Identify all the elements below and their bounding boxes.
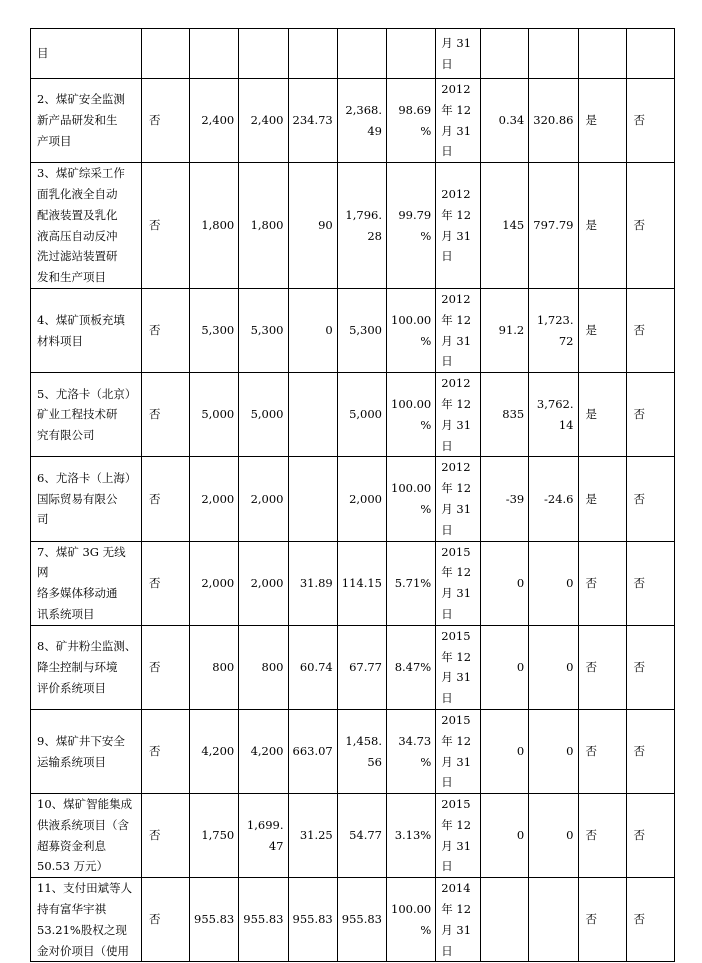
project-name-cell-text: 4、煤矿顶板充填 材料项目 [37, 312, 125, 348]
progress-cell-text: 100.00 % [391, 481, 432, 516]
progress-cell-text: 100.00 % [391, 902, 432, 937]
project-name-cell [31, 29, 142, 79]
year-input-cell [288, 709, 337, 793]
feasibility-change-cell-text: 否 [633, 744, 645, 759]
changed-flag-cell-text: 否 [149, 575, 161, 590]
progress-cell-text: 99.79 % [398, 207, 432, 243]
feasibility-change-cell-text: 否 [633, 912, 645, 927]
promised-amount-cell [190, 541, 239, 625]
benefit-reached-cell-text: 否 [585, 744, 597, 759]
ready-date-cell [436, 288, 481, 372]
progress-cell-text: 100.00 % [391, 396, 432, 432]
year-benefit-cell-text: -39 [505, 491, 525, 506]
table-row [31, 29, 675, 79]
year-benefit-cell-text: 0 [516, 575, 525, 590]
ready-date-cell-text: 2014 年 12 月 31 日 [441, 881, 472, 958]
feasibility-change-cell [626, 457, 674, 541]
year-benefit-cell-text: 145 [502, 218, 525, 233]
adjusted-amount-cell [239, 29, 288, 79]
promised-amount-cell [190, 709, 239, 793]
adjusted-amount-cell-text: 1,800 [250, 218, 284, 233]
adjusted-amount-cell [239, 373, 288, 457]
year-benefit-cell [481, 878, 529, 962]
ready-date-cell-text: 月 31 日 [441, 35, 472, 71]
adjusted-amount-cell [239, 541, 288, 625]
changed-flag-cell [142, 625, 190, 709]
changed-flag-cell-text: 否 [149, 659, 161, 674]
year-benefit-cell [481, 79, 529, 163]
feasibility-change-cell [626, 373, 674, 457]
progress-cell-text: 8.47% [394, 659, 432, 674]
year-input-cell-text: 0 [325, 323, 333, 338]
cumulative-benefit-cell-text: 3,762. 14 [536, 396, 574, 432]
year-input-cell-text: 31.25 [299, 828, 333, 843]
year-input-cell [288, 541, 337, 625]
benefit-reached-cell [578, 625, 626, 709]
year-input-cell [288, 29, 337, 79]
ready-date-cell-text: 2015 年 12 月 31 日 [441, 797, 472, 874]
cumulative-input-cell [337, 288, 386, 372]
cumulative-input-cell [337, 541, 386, 625]
adjusted-amount-cell-text: 2,400 [250, 113, 284, 128]
benefit-reached-cell-text: 否 [585, 912, 597, 927]
feasibility-change-cell [626, 79, 674, 163]
cumulative-benefit-cell-text: 0 [566, 828, 574, 843]
year-benefit-cell [481, 541, 529, 625]
table-row [31, 288, 675, 372]
promised-amount-cell [190, 79, 239, 163]
adjusted-amount-cell [239, 794, 288, 878]
cumulative-benefit-cell [529, 625, 578, 709]
project-name-cell-text: 8、矿井粉尘监测、 降尘控制与环境 评价系统项目 [37, 639, 137, 695]
promised-amount-cell [190, 457, 239, 541]
feasibility-change-cell [626, 163, 674, 289]
ready-date-cell-text: 2012 年 12 月 31 日 [441, 376, 472, 453]
promised-amount-cell-text: 2,000 [201, 575, 235, 590]
cumulative-input-cell [337, 457, 386, 541]
adjusted-amount-cell [239, 457, 288, 541]
benefit-reached-cell [578, 878, 626, 962]
cumulative-input-cell-text: 114.15 [341, 575, 382, 590]
table-row [31, 794, 675, 878]
cumulative-benefit-cell [529, 457, 578, 541]
feasibility-change-cell [626, 541, 674, 625]
changed-flag-cell-text: 否 [149, 491, 161, 506]
changed-flag-cell-text: 否 [149, 218, 161, 233]
cumulative-benefit-cell-text: 0 [566, 744, 574, 759]
promised-amount-cell-text: 955.83 [194, 912, 235, 927]
changed-flag-cell [142, 288, 190, 372]
cumulative-input-cell [337, 163, 386, 289]
progress-cell [387, 878, 436, 962]
feasibility-change-cell [626, 29, 674, 79]
changed-flag-cell [142, 79, 190, 163]
table-row [31, 625, 675, 709]
project-name-cell [31, 709, 142, 793]
benefit-reached-cell [578, 541, 626, 625]
cumulative-input-cell [337, 29, 386, 79]
cumulative-benefit-cell [529, 163, 578, 289]
progress-cell-text: 98.69 % [398, 102, 432, 138]
cumulative-input-cell [337, 373, 386, 457]
ready-date-cell-text: 2012 年 12 月 31 日 [441, 291, 472, 369]
promised-amount-cell-text: 2,000 [201, 491, 235, 506]
year-input-cell [288, 79, 337, 163]
adjusted-amount-cell [239, 79, 288, 163]
year-benefit-cell-text: 0 [516, 659, 525, 674]
benefit-reached-cell [578, 163, 626, 289]
cumulative-benefit-cell [529, 373, 578, 457]
cumulative-benefit-cell [529, 288, 578, 372]
cumulative-input-cell-text: 54.77 [349, 828, 382, 843]
progress-cell [387, 79, 436, 163]
progress-cell [387, 794, 436, 878]
cumulative-benefit-cell-text: 0 [566, 659, 574, 674]
promised-amount-cell [190, 163, 239, 289]
project-name-cell [31, 373, 142, 457]
promised-amount-cell-text: 5,000 [201, 407, 235, 422]
changed-flag-cell-text: 否 [149, 828, 161, 843]
adjusted-amount-cell [239, 163, 288, 289]
benefit-reached-cell [578, 457, 626, 541]
progress-cell [387, 541, 436, 625]
project-name-cell-text: 11、支付田斌等人 持有富华宇祺 53.21%股权之现 金对价项目（使用 [37, 881, 133, 958]
year-benefit-cell [481, 163, 529, 289]
project-name-cell-text: 目 [37, 46, 49, 61]
cumulative-input-cell-text: 1,796. 28 [345, 207, 382, 243]
cumulative-input-cell [337, 625, 386, 709]
cumulative-benefit-cell [529, 709, 578, 793]
cumulative-input-cell [337, 709, 386, 793]
feasibility-change-cell-text: 否 [633, 113, 645, 128]
year-benefit-cell [481, 709, 529, 793]
cumulative-input-cell [337, 878, 386, 962]
project-name-cell [31, 163, 142, 289]
feasibility-change-cell-text: 否 [633, 323, 645, 338]
table-row [31, 79, 675, 163]
table-row [31, 541, 675, 625]
benefit-reached-cell [578, 79, 626, 163]
progress-cell-text: 100.00 % [391, 312, 432, 348]
changed-flag-cell [142, 541, 190, 625]
ready-date-cell-text: 2015 年 12 月 31 日 [441, 712, 472, 790]
feasibility-change-cell-text: 否 [633, 575, 645, 590]
feasibility-change-cell [626, 794, 674, 878]
cumulative-benefit-cell [529, 29, 578, 79]
adjusted-amount-cell [239, 288, 288, 372]
changed-flag-cell [142, 878, 190, 962]
table-row [31, 709, 675, 793]
project-name-cell-text: 6、尤洛卡（上海） 国际贸易有限公 司 [37, 470, 137, 527]
benefit-reached-cell-text: 是 [585, 323, 597, 338]
benefit-reached-cell-text: 是 [585, 113, 597, 128]
year-benefit-cell [481, 457, 529, 541]
changed-flag-cell-text: 否 [149, 113, 161, 128]
progress-cell-text: 3.13% [394, 828, 432, 843]
year-input-cell-text: 31.89 [299, 575, 333, 590]
year-benefit-cell-text: 0 [516, 828, 525, 843]
benefit-reached-cell-text: 是 [585, 491, 597, 506]
ready-date-cell [436, 625, 481, 709]
promised-amount-cell [190, 288, 239, 372]
project-name-cell [31, 794, 142, 878]
year-input-cell-text: 955.83 [292, 912, 333, 927]
promised-amount-cell [190, 625, 239, 709]
cumulative-benefit-cell-text: 1,723. 72 [536, 312, 574, 348]
feasibility-change-cell-text: 否 [633, 828, 645, 843]
adjusted-amount-cell-text: 5,000 [250, 407, 284, 422]
year-benefit-cell [481, 29, 529, 79]
cumulative-input-cell-text: 1,458. 56 [345, 733, 382, 769]
feasibility-change-cell-text: 否 [633, 659, 645, 674]
promised-amount-cell [190, 878, 239, 962]
benefit-reached-cell [578, 29, 626, 79]
table-body [31, 29, 675, 962]
progress-cell [387, 373, 436, 457]
adjusted-amount-cell-text: 800 [261, 659, 284, 674]
year-input-cell [288, 457, 337, 541]
project-name-cell [31, 288, 142, 372]
feasibility-change-cell-text: 否 [633, 491, 645, 506]
adjusted-amount-cell-text: 4,200 [250, 744, 284, 759]
adjusted-amount-cell-text: 2,000 [250, 575, 284, 590]
year-input-cell-text: 663.07 [292, 744, 333, 759]
ready-date-cell [436, 373, 481, 457]
ready-date-cell [436, 29, 481, 79]
changed-flag-cell-text: 否 [149, 912, 161, 927]
project-name-cell [31, 457, 142, 541]
changed-flag-cell [142, 163, 190, 289]
progress-cell [387, 709, 436, 793]
ready-date-cell [436, 457, 481, 541]
cumulative-benefit-cell-text: 320.86 [533, 113, 574, 128]
project-name-cell [31, 541, 142, 625]
ready-date-cell [436, 541, 481, 625]
adjusted-amount-cell-text: 955.83 [243, 912, 284, 927]
cumulative-input-cell-text: 2,368. 49 [345, 102, 382, 138]
adjusted-amount-cell [239, 878, 288, 962]
ready-date-cell [436, 794, 481, 878]
promised-amount-cell-text: 2,400 [201, 113, 235, 128]
feasibility-change-cell [626, 878, 674, 962]
promised-amount-cell [190, 29, 239, 79]
changed-flag-cell-text: 否 [149, 407, 161, 422]
table-row [31, 878, 675, 962]
cumulative-benefit-cell-text: 0 [566, 575, 574, 590]
project-name-cell-text: 9、煤矿井下安全 运输系统项目 [37, 733, 125, 769]
cumulative-input-cell [337, 79, 386, 163]
project-name-cell-text: 3、煤矿综采工作 面乳化液全自动 配液装置及乳化 液高压自动反冲 洗过滤站装置研 发和生产项目 [37, 166, 125, 285]
progress-cell-text: 34.73 % [398, 733, 432, 769]
benefit-reached-cell-text: 否 [585, 828, 597, 843]
changed-flag-cell [142, 709, 190, 793]
changed-flag-cell-text: 否 [149, 744, 161, 759]
ready-date-cell [436, 878, 481, 962]
benefit-reached-cell [578, 794, 626, 878]
changed-flag-cell [142, 457, 190, 541]
cumulative-input-cell-text: 67.77 [349, 659, 382, 674]
changed-flag-cell [142, 373, 190, 457]
year-benefit-cell [481, 794, 529, 878]
ready-date-cell-text: 2012 年 12 月 31 日 [441, 186, 472, 264]
ready-date-cell [436, 709, 481, 793]
year-input-cell [288, 794, 337, 878]
cumulative-benefit-cell [529, 79, 578, 163]
year-benefit-cell-text: 91.2 [498, 323, 525, 338]
cumulative-benefit-cell [529, 794, 578, 878]
progress-cell [387, 288, 436, 372]
cumulative-benefit-cell-text: 797.79 [533, 218, 574, 233]
project-name-cell-text: 5、尤洛卡（北京） 矿业工程技术研 究有限公司 [37, 386, 137, 443]
benefit-reached-cell-text: 是 [585, 218, 597, 233]
year-benefit-cell [481, 625, 529, 709]
progress-cell [387, 625, 436, 709]
benefit-reached-cell-text: 否 [585, 659, 597, 674]
benefit-reached-cell [578, 709, 626, 793]
ready-date-cell-text: 2015 年 12 月 31 日 [441, 628, 472, 706]
year-input-cell [288, 288, 337, 372]
table-row [31, 457, 675, 541]
progress-cell [387, 457, 436, 541]
adjusted-amount-cell-text: 2,000 [250, 491, 284, 506]
feasibility-change-cell-text: 否 [633, 218, 645, 233]
year-input-cell-text: 90 [318, 218, 333, 233]
cumulative-benefit-cell [529, 878, 578, 962]
year-benefit-cell [481, 373, 529, 457]
promised-amount-cell [190, 373, 239, 457]
promised-amount-cell-text: 800 [212, 659, 235, 674]
project-name-cell-text: 10、煤矿智能集成 供液系统项目（含 超募资金利息 50.53 万元） [37, 797, 133, 874]
cumulative-input-cell-text: 5,300 [349, 323, 382, 338]
cumulative-input-cell-text: 5,000 [349, 407, 382, 422]
project-name-cell [31, 625, 142, 709]
feasibility-change-cell [626, 709, 674, 793]
ready-date-cell-text: 2012 年 12 月 31 日 [441, 82, 472, 159]
promised-amount-cell [190, 794, 239, 878]
changed-flag-cell [142, 29, 190, 79]
year-benefit-cell-text: 835 [502, 407, 525, 422]
feasibility-change-cell-text: 否 [633, 407, 645, 422]
year-benefit-cell-text: 0.34 [498, 113, 525, 128]
cumulative-input-cell [337, 794, 386, 878]
project-name-cell-text: 7、煤矿 3G 无线网 络多媒体移动通 讯系统项目 [37, 544, 126, 621]
year-input-cell [288, 163, 337, 289]
adjusted-amount-cell-text: 5,300 [250, 323, 284, 338]
year-input-cell-text: 60.74 [299, 659, 333, 674]
year-input-cell-text: 234.73 [292, 113, 333, 128]
feasibility-change-cell [626, 288, 674, 372]
cumulative-input-cell-text: 955.83 [341, 912, 382, 927]
year-benefit-cell-text: 0 [516, 744, 525, 759]
promised-amount-cell-text: 5,300 [201, 323, 235, 338]
promised-amount-cell-text: 1,800 [201, 218, 235, 233]
table-row [31, 373, 675, 457]
benefit-reached-cell-text: 是 [585, 407, 597, 422]
progress-cell-text: 5.71% [394, 575, 432, 590]
year-input-cell [288, 625, 337, 709]
investment-project-table [30, 28, 675, 962]
project-name-cell [31, 79, 142, 163]
ready-date-cell-text: 2012 年 12 月 31 日 [441, 460, 472, 537]
benefit-reached-cell [578, 288, 626, 372]
year-benefit-cell [481, 288, 529, 372]
progress-cell [387, 29, 436, 79]
adjusted-amount-cell [239, 625, 288, 709]
cumulative-benefit-cell [529, 541, 578, 625]
cumulative-benefit-cell-text: -24.6 [544, 491, 574, 506]
year-input-cell [288, 878, 337, 962]
changed-flag-cell [142, 794, 190, 878]
adjusted-amount-cell [239, 709, 288, 793]
project-name-cell-text: 2、煤矿安全监测 新产品研发和生 产项目 [37, 92, 125, 148]
changed-flag-cell-text: 否 [149, 323, 161, 338]
ready-date-cell [436, 163, 481, 289]
year-input-cell [288, 373, 337, 457]
ready-date-cell-text: 2015 年 12 月 31 日 [441, 544, 472, 621]
adjusted-amount-cell-text: 1,699. 47 [246, 817, 284, 853]
progress-cell [387, 163, 436, 289]
promised-amount-cell-text: 1,750 [201, 828, 235, 843]
feasibility-change-cell [626, 625, 674, 709]
project-name-cell [31, 878, 142, 962]
table-row [31, 163, 675, 289]
promised-amount-cell-text: 4,200 [201, 744, 235, 759]
ready-date-cell [436, 79, 481, 163]
benefit-reached-cell [578, 373, 626, 457]
cumulative-input-cell-text: 2,000 [349, 491, 382, 506]
benefit-reached-cell-text: 否 [585, 575, 597, 590]
